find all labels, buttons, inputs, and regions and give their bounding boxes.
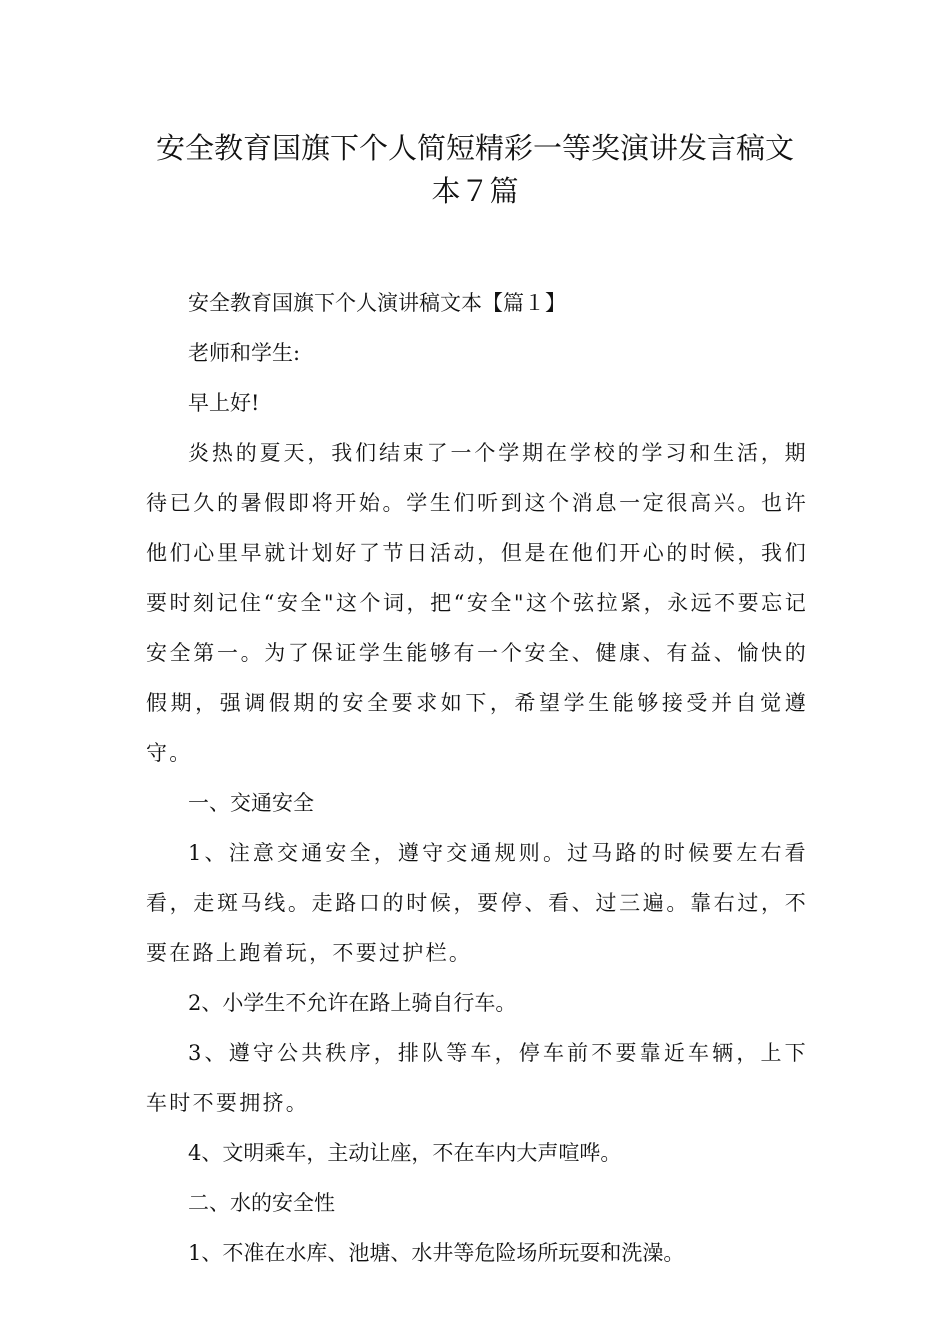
traffic-rule-1: 1、注意交通安全，遵守交通规则。过马路的时候要左右看看，走斑马线。走路口的时候，要停、看、过三遍。靠右过，不要在路上跑着玩，不要过护栏。 bbox=[146, 841, 808, 965]
traffic-rule-3: 3、遵守公共秩序，排队等车，停车前不要靠近车辆，上下车时不要拥挤。 bbox=[146, 1041, 808, 1115]
traffic-rule-2: 2、小学生不允许在路上骑自行车。 bbox=[188, 991, 517, 1015]
heading-water-safety: 二、水的安全性 bbox=[188, 1191, 335, 1215]
document-body bbox=[146, 278, 808, 1278]
section-heading-part-1: 安全教育国旗下个人演讲稿文本【篇１】 bbox=[188, 291, 566, 315]
traffic-rule-4: 4、文明乘车，主动让座，不在车内大声喧哗。 bbox=[188, 1141, 622, 1165]
salutation: 老师和学生: bbox=[188, 341, 301, 365]
intro-paragraph: 炎热的夏天，我们结束了一个学期在学校的学习和生活，期待已久的暑假即将开始。学生们听到这个消息一定很高兴。也许他们心里早就计划好了节日活动，但是在他们开心的时候，我们要时刻记住“安全"这个词，把“安全"这个弦拉紧，永远不要忘记安全第一。为了保证学生能够有一个安全、健康、有益、愉快的假期，强调假期的安全要求如下，希望学生能够接受并自觉遵守。 bbox=[146, 441, 808, 765]
heading-traffic-safety: 一、交通安全 bbox=[188, 791, 314, 815]
water-rule-1: 1、不准在水库、池塘、水井等危险场所玩耍和洗澡。 bbox=[188, 1241, 685, 1265]
document-title: 安全教育国旗下个人简短精彩一等奖演讲发言稿文本７篇 bbox=[155, 131, 794, 208]
greeting: 早上好! bbox=[188, 391, 260, 415]
